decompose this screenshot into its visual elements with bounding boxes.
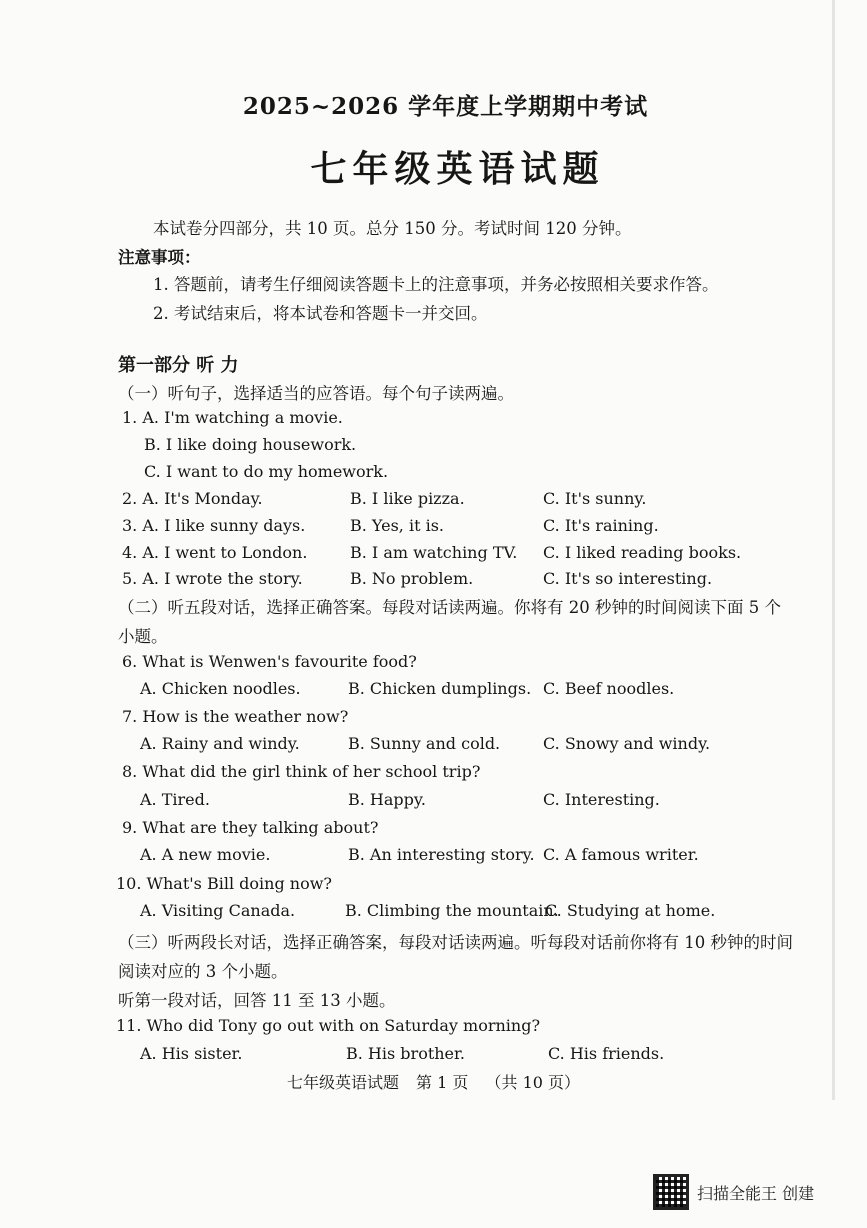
option-c: C. Snowy and windy.: [543, 734, 711, 753]
exam-header: [0, 88, 867, 192]
scanner-watermark: [653, 1172, 814, 1212]
option-b: B. Chicken dumplings.: [348, 679, 532, 698]
section3-subheading: 听第一段对话，回答 11 至 13 小题。: [118, 991, 396, 1010]
option-b: B. Happy.: [348, 790, 426, 809]
option-a: A. Tired.: [140, 790, 210, 809]
notice-label: 注意事项：: [118, 248, 201, 267]
part1-title: 第一部分 听 力: [118, 355, 239, 376]
option-c: C. Studying at home.: [545, 901, 716, 920]
option-c: C. It's so interesting.: [543, 569, 713, 588]
q1-option-c: C. I want to do my homework.: [144, 462, 389, 481]
option-a: A. Chicken noodles.: [140, 679, 301, 698]
page-footer: [0, 1070, 867, 1093]
question-text: 6. What is Wenwen's favourite food?: [122, 652, 417, 671]
option-b: B. Sunny and cold.: [348, 734, 501, 753]
option-a: 2. A. It's Monday.: [122, 489, 263, 508]
footer-page-number: 第 1 页: [416, 1073, 469, 1092]
option-c: C. It's raining.: [543, 516, 659, 535]
section1-instructions: （一）听句子，选择适当的应答语。每个句子读两遍。: [118, 384, 514, 403]
exam-year-line: 2025~2026 学年度上学期期中考试: [242, 93, 649, 120]
option-b: B. Climbing the mountain.: [345, 901, 559, 920]
option-c: C. It's sunny.: [543, 489, 647, 508]
footer-subject: 七年级英语试题: [286, 1073, 399, 1092]
notice-item: 1. 答题前，请考生仔细阅读答题卡上的注意事项，并务必按照相关要求作答。: [153, 275, 719, 294]
option-a: 5. A. I wrote the story.: [122, 569, 303, 588]
option-a: 3. A. I like sunny days.: [122, 516, 306, 535]
option-b: B. An interesting story.: [348, 845, 535, 864]
option-b: B. Yes, it is.: [350, 516, 444, 535]
question-text: 9. What are they talking about?: [122, 818, 379, 837]
qr-code-icon: [653, 1174, 689, 1210]
watermark-text: 扫描全能王 创建: [697, 1183, 815, 1203]
option-c: C. A famous writer.: [543, 845, 699, 864]
option-c: C. Interesting.: [543, 790, 660, 809]
q1-option-a: 1. A. I'm watching a movie.: [122, 408, 343, 427]
notice-item: 2. 考试结束后，将本试卷和答题卡一并交回。: [153, 304, 488, 323]
option-b: B. No problem.: [350, 569, 474, 588]
question-text: 8. What did the girl think of her school trip?: [122, 762, 481, 781]
question-text: 11. Who did Tony go out with on Saturday morning?: [116, 1016, 541, 1035]
section3-instructions: （三）听两段长对话，选择正确答案，每段对话读两遍。听每段对话前你将有 10 秒钟的时间: [118, 933, 793, 952]
option-a: A. Visiting Canada.: [140, 901, 296, 920]
section2-instructions-cont: 小题。: [118, 627, 168, 646]
exam-title: 七年级英语试题: [310, 148, 605, 190]
option-a: 4. A. I went to London.: [122, 543, 308, 562]
option-b: B. I like pizza.: [350, 489, 465, 508]
option-b: B. His brother.: [346, 1044, 465, 1063]
section3-instructions-cont: 阅读对应的 3 个小题。: [118, 962, 288, 981]
question-text: 7. How is the weather now?: [122, 707, 349, 726]
option-c: C. I liked reading books.: [543, 543, 742, 562]
option-b: B. I am watching TV.: [350, 543, 518, 562]
q1-option-b: B. I like doing housework.: [144, 435, 357, 454]
option-a: A. A new movie.: [140, 845, 271, 864]
option-a: A. His sister.: [140, 1044, 243, 1063]
option-a: A. Rainy and windy.: [140, 734, 300, 753]
exam-intro: 本试卷分四部分，共 10 页。总分 150 分。考试时间 120 分钟。: [153, 219, 632, 238]
option-c: C. His friends.: [548, 1044, 665, 1063]
section2-instructions: （二）听五段对话，选择正确答案。每段对话读两遍。你将有 20 秒钟的时间阅读下面 5 个: [118, 598, 781, 617]
footer-total-pages: （共 10 页）: [485, 1073, 581, 1092]
question-text: 10. What's Bill doing now?: [116, 874, 332, 893]
option-c: C. Beef noodles.: [543, 679, 675, 698]
